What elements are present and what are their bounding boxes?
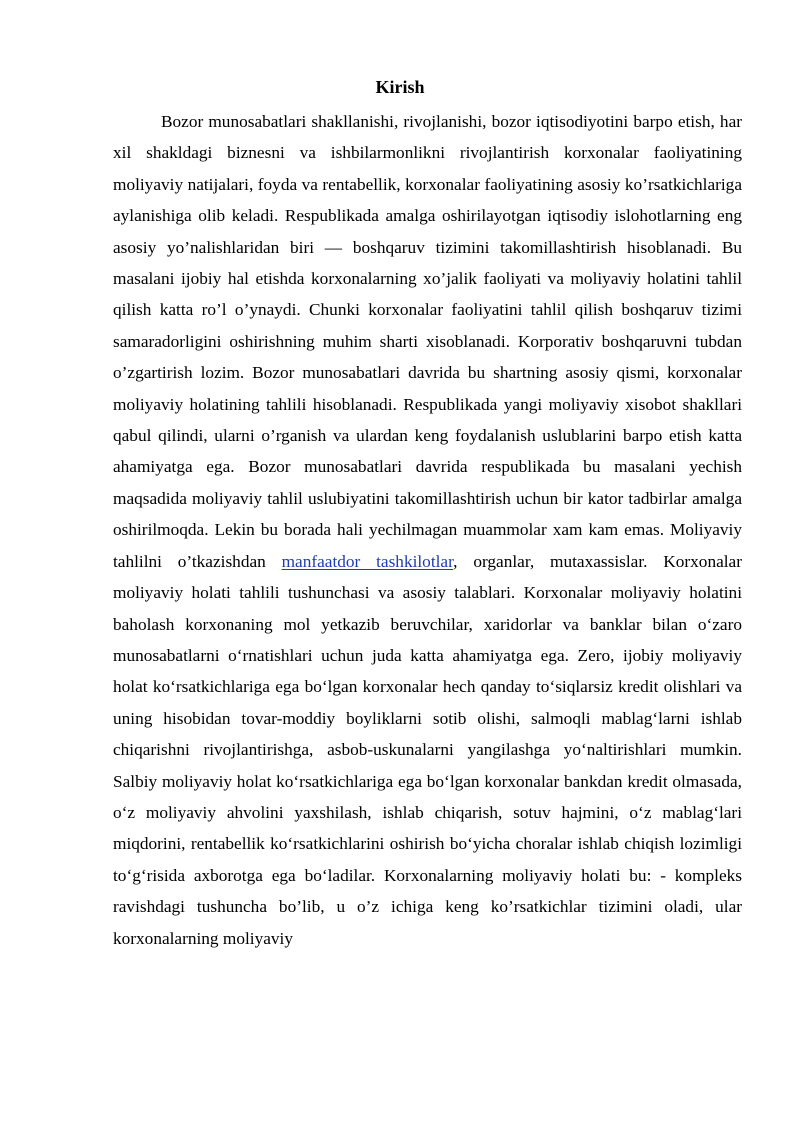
page-heading: Kirish: [375, 77, 425, 97]
manfaatdor-tashkilotlar-link[interactable]: manfaatdor tashkilotlar: [281, 551, 454, 571]
body-paragraph: [113, 106, 742, 954]
paragraph-text-after-link: , organlar, mutaxassislar. Korxonalar moliyaviy holati tahlili tushunchasi va asosiy talablari. Korxonalar moliyaviy holatini baholash korxonaning mol yetkazib beruvchilar, xaridorlar va banklar bilan o‘zaro munosabatlarni o‘rnatishlari uchun juda katta ahamiyatga ega. Zero, ijobiy moliyaviy holat ko‘rsatkichlariga ega bo‘lgan korxonalar hech qanday to‘siqlarsiz kredit olishlari va uning hisobidan tovar-moddiy boyliklarni sotib olishi, salmoqli mablag‘larni ishlab chiqarishni rivojlantirishga, asbob-uskunalarni yangilashga yo‘naltirishlari mumkin. Salbiy moliyaviy holat ko‘rsatkichlariga ega bo‘lgan korxonalar bankdan kredit olmasada, o‘z moliyaviy ahvolini yaxshilash, ishlab chiqarish, sotuv hajmini, o‘z mablag‘lari miqdorini, rentabellik ko‘rsatkichlarini oshirish bo‘yicha choralar ishlab chiqish lozimligi to‘g‘risida axborotga ega bo‘ladilar. Korxonalarning moliyaviy holati bu: - kompleks ravishdagi tushuncha bo’lib, u o’z ichiga keng ko’rsatkichlar tizimini oladi, ular korxonalarning moliyaviy: [113, 551, 742, 948]
paragraph-text-before-link: Bozor munosabatlari shakllanishi, rivojlanishi, bozor iqtisodiyotini barpo etish, har xil shakldagi biznesni va ishbilarmonlikni rivojlantirish korxonalar faoliyatining moliyaviy natijalari, foyda va rentabellik, korxonalar faoliyatining asosiy ko’rsatkichlariga aylanishiga olib keladi. Respublikada amalga oshirilayotgan iqtisodiy islohotlarning eng asosiy yo’nalishlaridan biri — boshqaruv tizimini takomillashtirish hisoblanadi. Bu masalani ijobiy hal etishda korxonalarning xo’jalik faoliyati va moliyaviy holatini tahlil qilish katta ro’l o’ynaydi. Chunki korxonalar faoliyatini tahlil qilish boshqaruv tizimi samaradorligini oshirishning muhim sharti xisoblanadi. Korporativ boshqaruvni tubdan o’zgartirish lozim. Bozor munosabatlari davrida bu shartning asosiy qismi, korxonalar moliyaviy holatining tahlili hisoblanadi. Respublikada yangi moliyaviy xisobot shakllari qabul qilindi, ularni o’rganish va ulardan keng foydalanish uslublarini barpo etish katta ahamiyatga ega. Bozor munosabatlari davrida respublikada bu masalani yechish maqsadida moliyaviy tahlil uslubiyatini takomillashtirish uchun bir kator tadbirlar amalga oshirilmoqda. Lekin bu borada hali yechilmagan muammolar xam kam emas. Moliyaviy tahlilni o’tkazishdan: [113, 112, 742, 571]
